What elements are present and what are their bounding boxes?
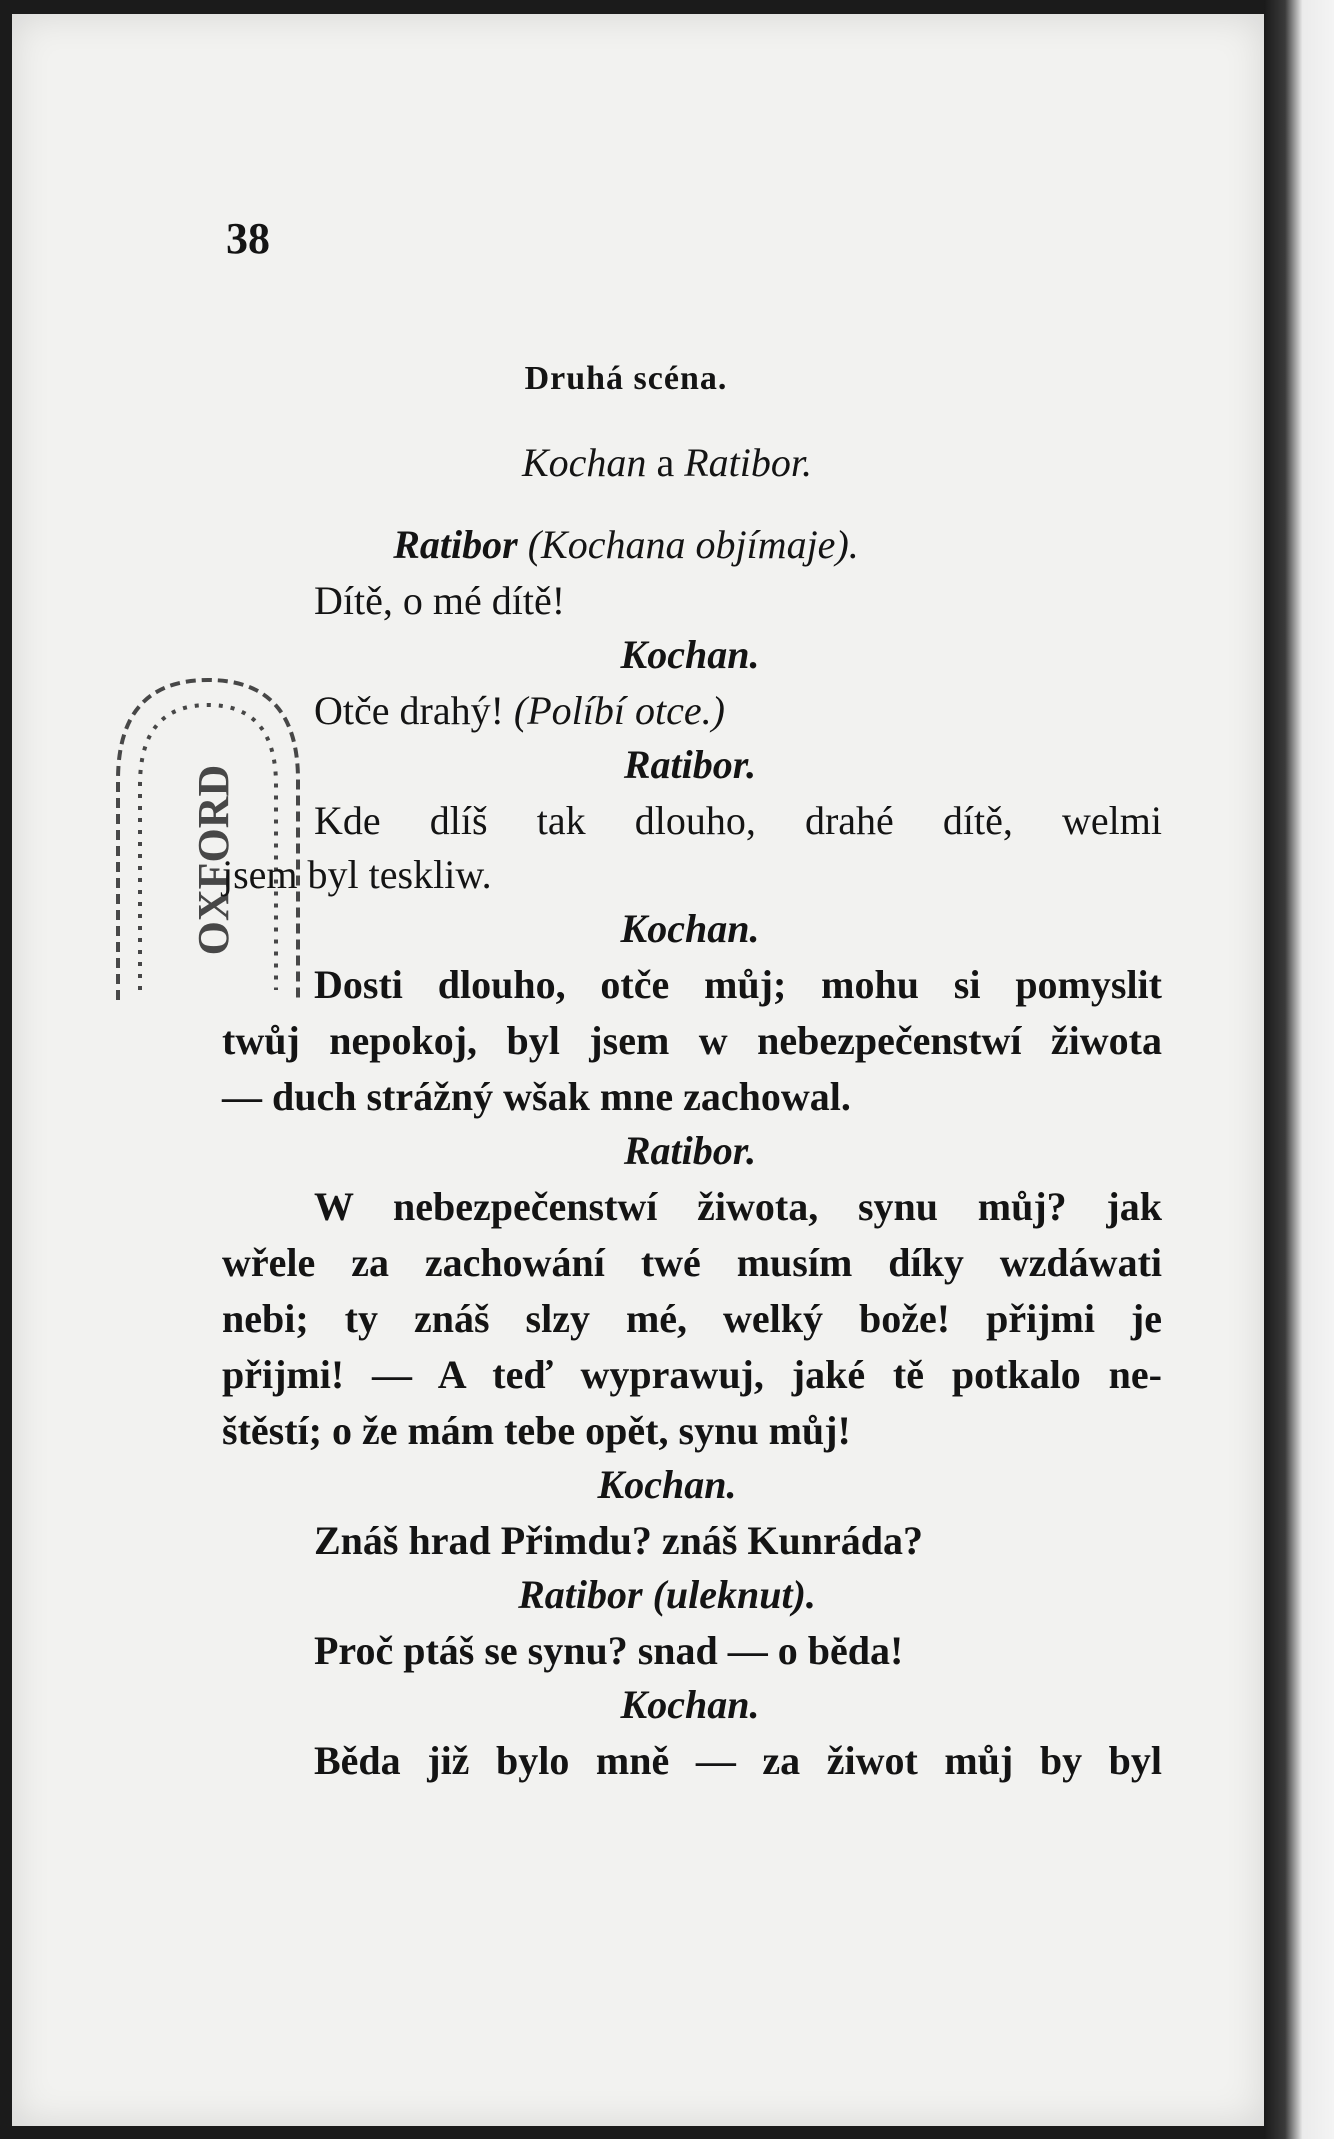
dialogue-line: W nebezpečenstwí žiwota, synu můj? jak (314, 1184, 1162, 1229)
dialogue-line: jsem byl teskliw. (222, 852, 492, 897)
page-number: 38 (226, 214, 270, 263)
svg-text:OXFORD: OXFORD (189, 764, 238, 956)
page-gutter-right (1264, 0, 1334, 2139)
dialogue-line (314, 688, 725, 734)
dialogue-line: přijmi! — A teď wyprawuj, jaké tě potkalo ne- (222, 1352, 1162, 1397)
dialogue-line: twůj nepokoj, byl jsem w nebezpečenstwí žiwota (222, 1018, 1162, 1063)
character-joiner: a (656, 440, 675, 485)
dialogue-text: Otče drahý! (314, 688, 504, 733)
dialogue-line: štěstí; o že mám tebe opět, synu můj! (222, 1408, 851, 1453)
speaker-name: Kochan. (620, 632, 760, 677)
speaker-name: Ratibor (393, 522, 518, 567)
stage-direction: (Kochana objímaje). (527, 522, 859, 567)
speaker-name: Kochan. (597, 1462, 737, 1507)
speaker-line (0, 1572, 1334, 1618)
dialogue-line: Běda již bylo mně — za žiwot můj by byl (314, 1738, 1162, 1783)
dialogue-line: Kde dlíš tak dlouho, drahé dítě, welmi (314, 798, 1162, 843)
dialogue-line: nebi; ty znáš slzy mé, welký bože! přijmi je (222, 1296, 1162, 1341)
speaker-name: Ratibor. (623, 1128, 757, 1173)
dialogue-line: — duch strážný wšak mne zachowal. (222, 1074, 851, 1119)
character-ratibor: Ratibor. (684, 440, 812, 485)
book-page (12, 14, 1264, 2126)
speaker-line (0, 522, 1252, 568)
speaker-name: Kochan. (620, 906, 760, 951)
stage-direction: (uleknut). (652, 1572, 816, 1617)
page-border-left (0, 0, 12, 2139)
stage-direction: (Políbí otce.) (513, 688, 725, 733)
speaker-name: Ratibor (518, 1572, 643, 1617)
dialogue-line: wřele za zachowání twé musím díky wzdáwati (222, 1240, 1162, 1285)
dialogue-line: Dítě, o mé dítě! (314, 578, 566, 623)
dialogue-line: Znáš hrad Přimdu? znáš Kunráda? (314, 1518, 924, 1563)
dialogue-line: Proč ptáš se synu? snad — o běda! (314, 1628, 904, 1673)
scene-heading: Druhá scéna. (524, 360, 728, 397)
dialogue-line: Dosti dlouho, otče můj; mohu si pomyslit (314, 962, 1162, 1007)
character-kochan: Kochan (522, 440, 647, 485)
speaker-name: Kochan. (620, 1682, 760, 1727)
page-border-top (0, 0, 1334, 14)
page-border-bottom (0, 2126, 1334, 2139)
scene-characters (0, 440, 1334, 486)
library-stamp-icon (88, 660, 328, 1020)
speaker-name: Ratibor. (623, 742, 757, 787)
